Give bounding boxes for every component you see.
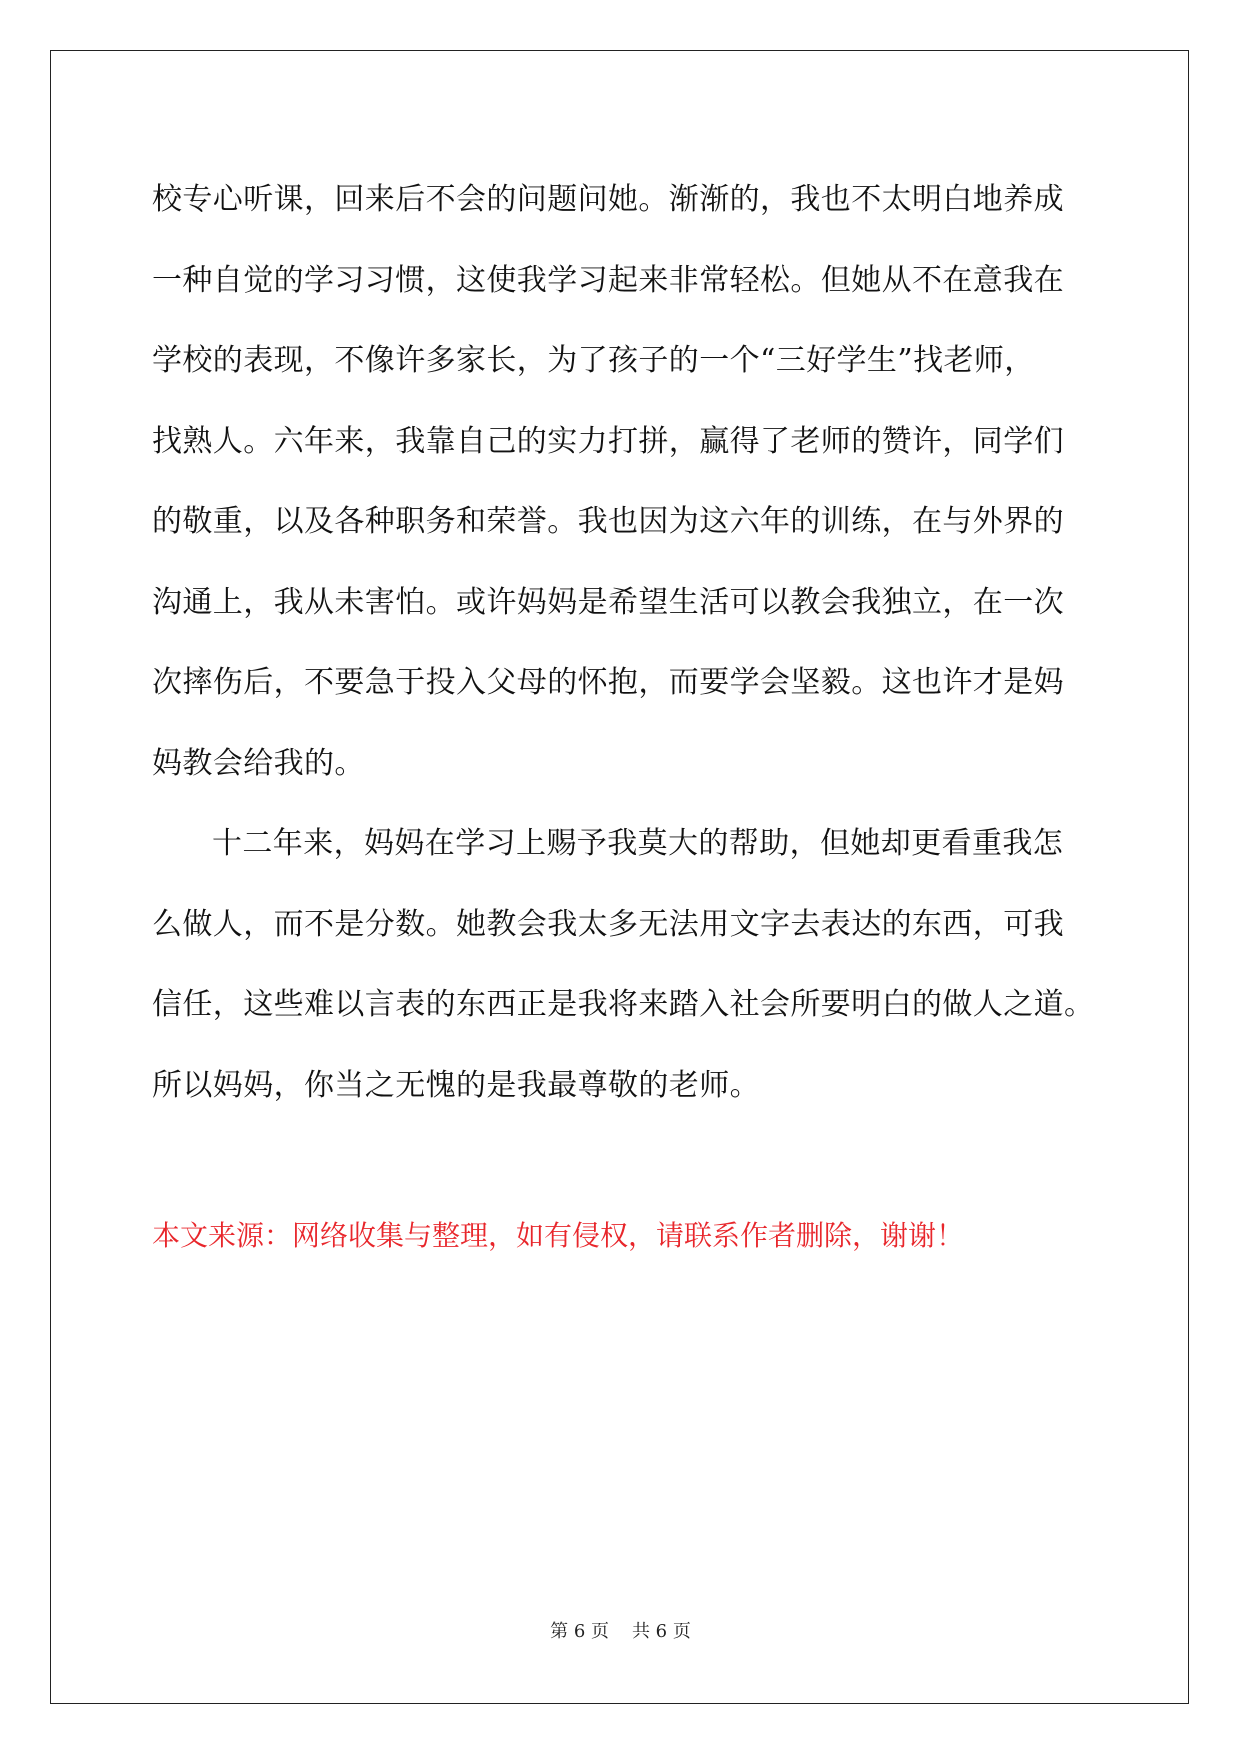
paragraph-line: 信任，这些难以言表的东西正是我将来踏入社会所要明白的做人之道。 — [152, 987, 1095, 1022]
paragraph-first-line: 十二年来，妈妈在学习上赐予我莫大的帮助，但她却更看重我怎 — [212, 826, 1064, 861]
paragraph-line: 所以妈妈，你当之无愧的是我最尊敬的老师。 — [152, 1067, 760, 1103]
paragraph-line: 么做人，而不是分数。她教会我太多无法用文字去表达的东西，可我 — [152, 906, 1064, 942]
paragraph-line: 的敬重，以及各种职务和荣誉。我也因为这六年的训练，在与外界的 — [152, 504, 1064, 539]
total-page-count: 共 6 页 — [631, 1621, 691, 1642]
paragraph-line: 妈教会给我的。 — [152, 745, 365, 781]
paragraph-line: 校专心听课，回来后不会的问题问她。渐渐的，我也不太明白地养成 — [152, 182, 1064, 217]
paragraph-line: 次摔伤后，不要急于投入父母的怀抱，而要学会坚毅。这也许才是妈 — [152, 665, 1064, 700]
paragraph-line: 学校的表现，不像许多家长，为了孩子的一个“三好学生”找老师， — [152, 343, 1035, 378]
page-footer — [0, 1617, 1241, 1643]
paragraph-line: 一种自觉的学习习惯，这使我学习起来非常轻松。但她从不在意我在 — [152, 262, 1064, 298]
document-body — [152, 160, 1097, 1126]
paragraph-line: 找熟人。六年来，我靠自己的实力打拼，赢得了老师的赞许，同学们 — [152, 423, 1064, 459]
current-page-number: 第 6 页 — [550, 1621, 610, 1642]
source-note: 本文来源：网络收集与整理，如有侵权，请联系作者删除，谢谢！ — [152, 1219, 965, 1252]
paragraph-line: 沟通上，我从未害怕。或许妈妈是希望生活可以教会我独立，在一次 — [152, 584, 1064, 620]
